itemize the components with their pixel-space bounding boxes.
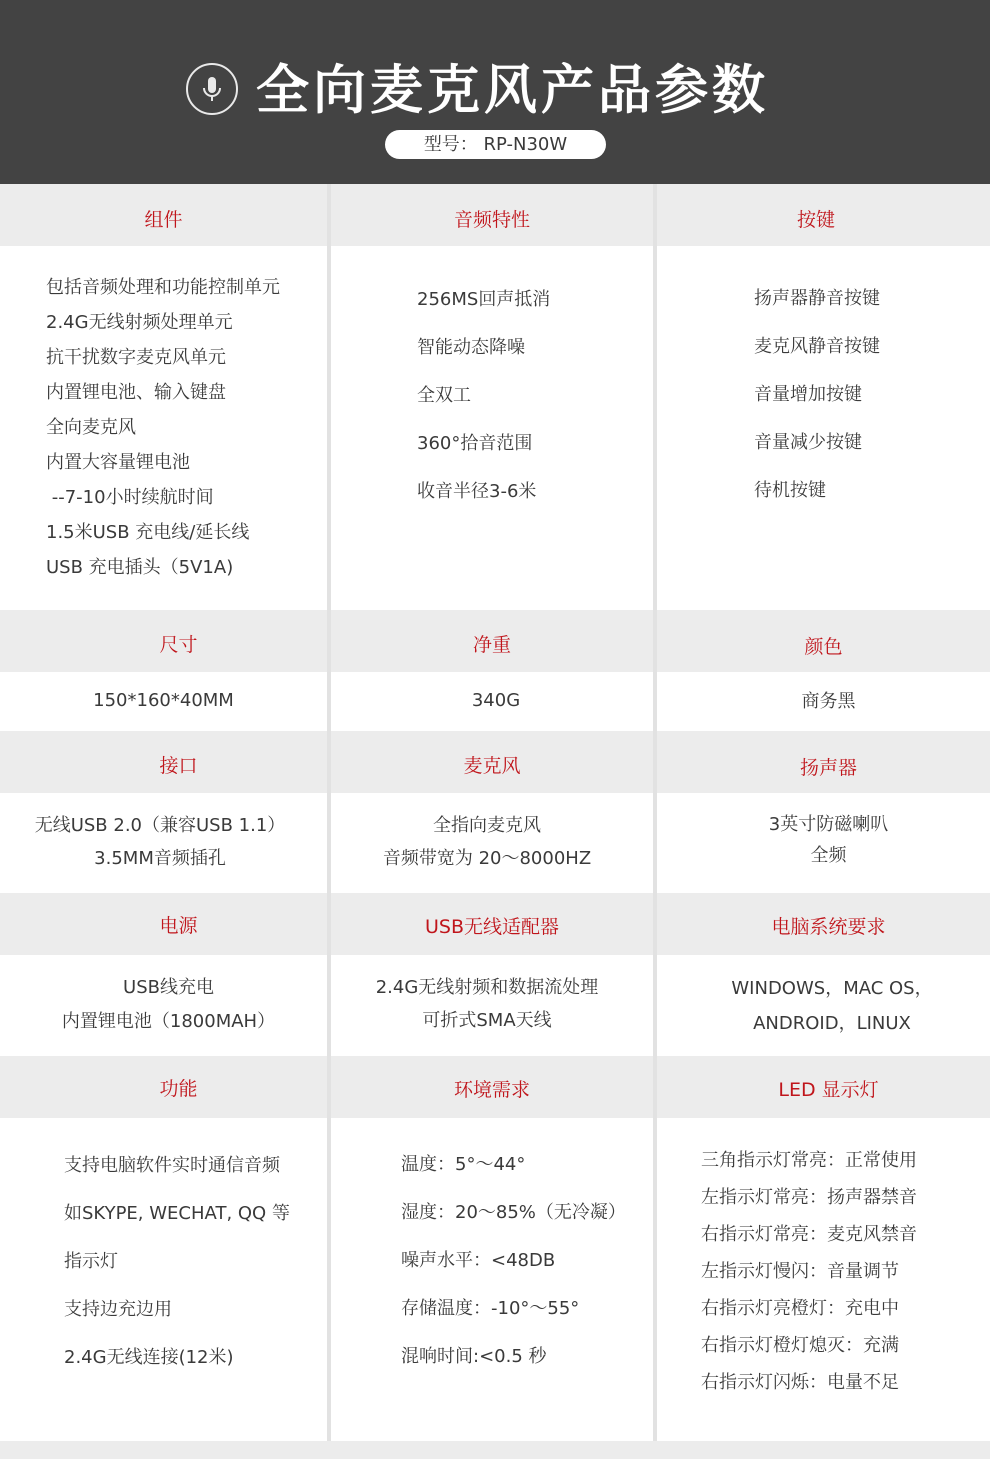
page-title: 全向麦克风产品参数 xyxy=(256,60,769,121)
list-item: 全频 xyxy=(810,845,847,866)
keys-list xyxy=(754,275,880,515)
audio-features-list xyxy=(417,276,550,516)
environment-list xyxy=(401,1141,626,1381)
list-item: 麦克风静音按键 xyxy=(754,336,880,357)
list-item: 混响时间:<0.5 秒 xyxy=(401,1346,547,1367)
os-values xyxy=(657,971,990,1041)
header-color: 颜色 xyxy=(804,636,843,658)
list-item: 360°拾音范围 xyxy=(417,433,533,454)
list-item: 2.4G无线射频和数据流处理 xyxy=(375,977,599,998)
list-item: 音量增加按键 xyxy=(754,384,862,405)
list-item: 包括音频处理和功能控制单元 xyxy=(46,277,280,298)
list-item: 支持电脑软件实时通信音频 xyxy=(64,1155,280,1176)
interface-values xyxy=(0,809,320,875)
list-item: 左指示灯常亮：扬声器禁音 xyxy=(701,1187,917,1208)
list-item: 扬声器静音按键 xyxy=(754,288,880,309)
list-item: 可折式SMA天线 xyxy=(422,1010,552,1031)
list-item: 右指示灯闪烁：电量不足 xyxy=(701,1372,899,1393)
list-item: 1.5米USB 充电线/延长线 xyxy=(46,522,250,543)
power-values xyxy=(0,971,337,1039)
list-item: 全向麦克风 xyxy=(46,417,136,438)
header-interface: 接口 xyxy=(159,755,198,777)
list-item: 指示灯 xyxy=(64,1251,118,1272)
header-audio-features: 音频特性 xyxy=(453,209,530,231)
functions-list xyxy=(64,1142,290,1382)
list-item: WINDOWS，MAC OS， xyxy=(731,978,933,999)
list-item: 内置锂电池、输入键盘 xyxy=(46,382,226,403)
list-item: 存储温度：-10°～55° xyxy=(401,1298,580,1319)
microphone-values xyxy=(331,809,643,875)
header-weight: 净重 xyxy=(472,634,511,656)
list-item: 右指示灯亮橙灯：充电中 xyxy=(701,1298,899,1319)
list-item: 全指向麦克风 xyxy=(433,815,541,836)
header-microphone: 麦克风 xyxy=(463,755,521,777)
list-item: 三角指示灯常亮：正常使用 xyxy=(701,1150,917,1171)
header-size: 尺寸 xyxy=(159,634,198,656)
header-functions: 功能 xyxy=(159,1078,198,1100)
list-item: 2.4G无线连接(12米) xyxy=(64,1347,234,1368)
header-banner xyxy=(0,0,990,184)
list-item: 音量减少按键 xyxy=(754,432,862,453)
list-item: 2.4G无线射频处理单元 xyxy=(46,312,233,333)
list-item: 3英寸防磁喇叭 xyxy=(768,814,889,835)
components-list xyxy=(46,270,280,585)
list-item: 3.5MM音频插孔 xyxy=(94,848,226,869)
header-os-requirements: 电脑系统要求 xyxy=(771,916,886,938)
list-item: 支持边充边用 xyxy=(64,1299,172,1320)
size-value: 150*160*40MM xyxy=(93,690,234,711)
list-item: 全双工 xyxy=(417,385,471,406)
weight-value: 340G xyxy=(471,690,521,711)
list-item: ANDROID，LINUX xyxy=(753,1013,911,1034)
microphone-icon xyxy=(186,63,238,115)
header-speaker: 扬声器 xyxy=(799,757,857,779)
led-list xyxy=(701,1142,917,1401)
list-item: 无线USB 2.0（兼容USB 1.1） xyxy=(34,815,286,836)
model-badge: 型号： RP-N30W xyxy=(385,130,606,159)
list-item: 待机按键 xyxy=(754,480,826,501)
list-item: 右指示灯橙灯熄灭：充满 xyxy=(701,1335,899,1356)
header-environment: 环境需求 xyxy=(453,1079,530,1101)
header-components: 组件 xyxy=(144,209,183,231)
list-item: 噪声水平：<48DB xyxy=(401,1250,556,1271)
list-item: 256MS回声抵消 xyxy=(417,289,551,310)
list-item: 智能动态降噪 xyxy=(417,337,525,358)
list-item: USB线充电 xyxy=(123,977,214,998)
list-item: 温度：5°～44° xyxy=(401,1154,526,1175)
list-item: --7-10小时续航时间 xyxy=(46,487,214,508)
list-item: 内置大容量锂电池 xyxy=(46,452,190,473)
list-item: 内置锂电池（1800MAH） xyxy=(61,1011,276,1032)
list-item: 右指示灯常亮：麦克风禁音 xyxy=(701,1224,917,1245)
list-item: 抗干扰数字麦克风单元 xyxy=(46,347,226,368)
list-item: 左指示灯慢闪：音量调节 xyxy=(701,1261,899,1282)
color-value: 商务黑 xyxy=(801,691,856,712)
header-led-indicator: LED 显示灯 xyxy=(778,1079,879,1101)
adapter-values xyxy=(331,971,643,1037)
list-item: USB 充电插头（5V1A) xyxy=(46,557,234,578)
list-item: 音频带宽为 20～8000HZ xyxy=(382,848,592,869)
header-keys: 按键 xyxy=(796,209,835,231)
header-usb-adapter: USB无线适配器 xyxy=(424,916,559,938)
header-power: 电源 xyxy=(159,915,198,937)
list-item: 如SKYPE, WECHAT, QQ 等 xyxy=(64,1203,290,1224)
list-item: 收音半径3-6米 xyxy=(417,481,537,502)
speaker-values xyxy=(657,809,990,871)
list-item: 湿度：20～85%（无冷凝） xyxy=(401,1202,626,1223)
